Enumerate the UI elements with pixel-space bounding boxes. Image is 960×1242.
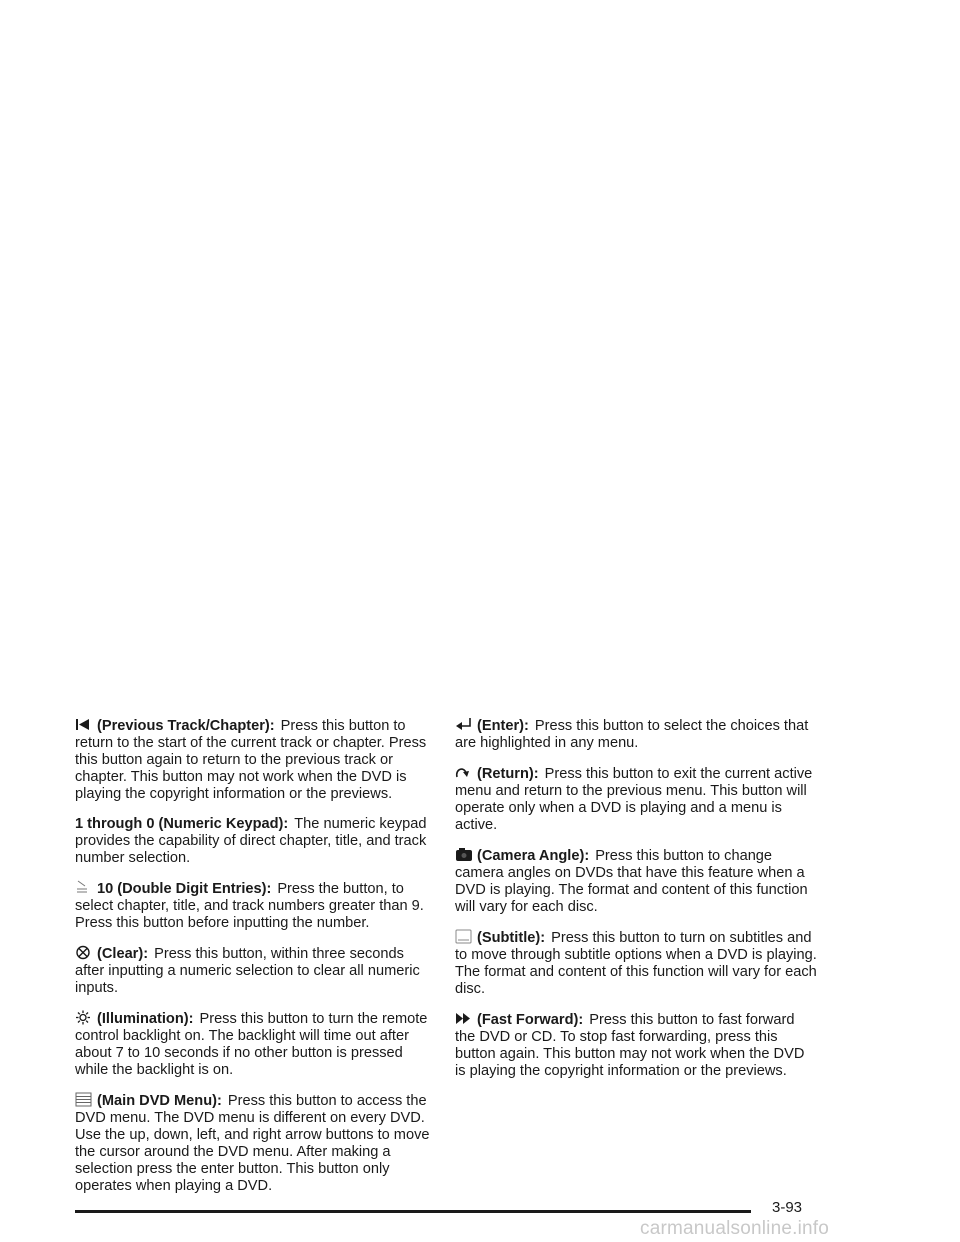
entry-previous-track: [75, 717, 437, 803]
previous-track-icon: [75, 717, 93, 732]
enter-icon: [455, 717, 473, 732]
fast-forward-icon: [455, 1011, 473, 1026]
entry-text: Press this button to turn the remote control backlight on. The backlight will time out after about 7 to 10 seconds if no other button is pressed while the backlight is on.: [75, 1011, 428, 1078]
entry-label: (Main DVD Menu):: [97, 1093, 222, 1109]
entry-label: 10 (Double Digit Entries):: [97, 881, 272, 897]
watermark: carmanualsonline.info: [640, 1218, 830, 1239]
entry-double-digit: [75, 880, 437, 932]
footer-rule: [75, 1210, 751, 1213]
entry-illumination: [75, 1010, 437, 1079]
entry-label: (Fast Forward):: [477, 1012, 584, 1028]
entry-label: (Return):: [477, 766, 539, 782]
entry-text: Press this button to access the DVD menu. The DVD menu is different on every DVD. Use the up, down, left, and right arrow buttons to move the cursor around the DVD menu. After making a selection press the enter button. This button only operates when playing a DVD.: [75, 1093, 430, 1194]
entry-enter: [455, 717, 817, 752]
left-column: [75, 717, 437, 1208]
entry-text: Press this button to change camera angles on DVDs that have this feature when a DVD is playing. The format and content of this function will vary for each disc.: [455, 848, 808, 915]
entry-text: Press this button to exit the current active menu and return to the previous menu. This button will operate only when a DVD is playing and a menu is active.: [455, 766, 813, 833]
page-number: 3-93: [772, 1199, 803, 1216]
entry-camera-angle: [455, 847, 817, 916]
entry-text: Press the button, to select chapter, title, and track numbers greater than 9. Press this button before inputting the number.: [75, 881, 424, 931]
entry-text: Press this button, within three seconds after inputting a numeric selection to clear all numeric inputs.: [75, 946, 420, 996]
entry-label: (Camera Angle):: [477, 848, 590, 864]
entry-fast-forward: [455, 1011, 817, 1080]
entry-text: Press this button to return to the start of the current track or chapter. Press this button again to return to the previous track or chapter. This button may not work when the DVD is playing the copyright information or the previews.: [75, 718, 427, 802]
right-column: [455, 717, 817, 1093]
entry-label: 1 through 0 (Numeric Keypad):: [75, 816, 289, 832]
entry-text: Press this button to select the choices that are highlighted in any menu.: [455, 718, 809, 751]
entry-clear: [75, 945, 437, 997]
double-digit-icon: [75, 880, 93, 895]
camera-angle-icon: [455, 847, 473, 862]
entry-text: The numeric keypad provides the capability of direct chapter, title, and track number selection.: [75, 816, 427, 866]
entry-text: Press this button to fast forward the DVD or CD. To stop fast forwarding, press this button again. This button may not work when the DVD is playing the copyright information or the previews.: [455, 1012, 805, 1079]
entry-text: Press this button to turn on subtitles and to move through subtitle options when a DVD is playing. The format and content of this function will vary for each disc.: [455, 930, 817, 997]
main-menu-icon: [75, 1092, 93, 1107]
entry-label: (Subtitle):: [477, 930, 546, 946]
return-icon: [455, 765, 473, 780]
entry-subtitle: [455, 929, 817, 998]
entry-label: (Clear):: [97, 946, 149, 962]
entry-label: (Enter):: [477, 718, 529, 734]
subtitle-icon: [455, 929, 473, 944]
clear-icon: [75, 945, 93, 960]
entry-main-menu: [75, 1092, 437, 1195]
illumination-icon: [75, 1010, 93, 1025]
entry-label: (Previous Track/Chapter):: [97, 718, 275, 734]
entry-numeric-keypad: [75, 816, 437, 867]
entry-label: (Illumination):: [97, 1011, 194, 1027]
entry-return: [455, 765, 817, 834]
